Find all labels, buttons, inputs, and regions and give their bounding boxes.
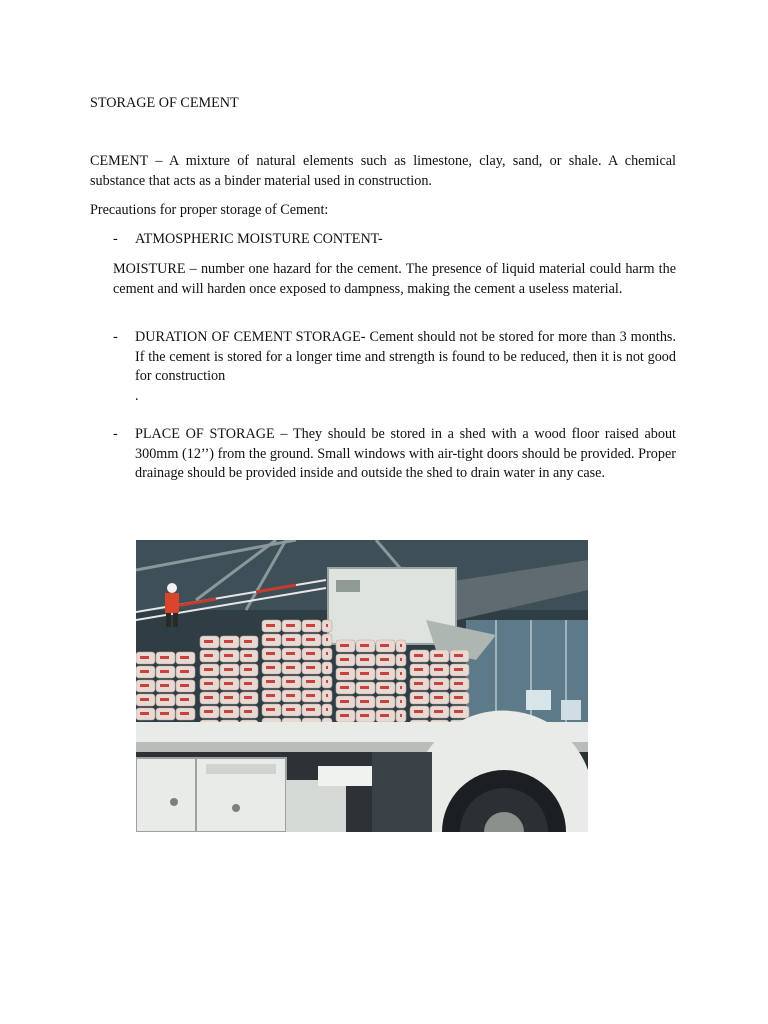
cement-bag-label [204,682,213,685]
cement-bag-label [326,624,328,627]
cement-bag-label [306,666,315,669]
cement-bag-label [180,656,189,659]
cement-bag-label [400,672,402,675]
cement-bag-label [326,638,328,641]
cement-bag-label [454,668,463,671]
cement-bag-label [360,658,369,661]
cement-bag-label [380,644,389,647]
cement-bag-label [414,710,423,713]
bullet-text: DURATION OF CEMENT STORAGE- Cement should not be stored for more than 3 months. If the cement is stored for a longer time and strength is found to be reduced, then it is not good for construction [135,329,676,384]
cement-bag-label [160,656,169,659]
cement-bag-label [224,668,233,671]
precautions-intro: Precautions for proper storage of Cement: [90,202,329,218]
cement-truck-photo [136,540,588,832]
cement-bag-label [286,708,295,711]
cement-bag-label [244,640,252,643]
cement-bag-label [140,684,149,687]
cement-bag-label [140,712,149,715]
cement-bag-label [380,672,389,675]
cement-bag-label [380,714,389,717]
cement-bag-label [306,638,315,641]
cement-bag-label [204,696,213,699]
cement-bag-label [224,710,233,713]
cement-bag-label [454,710,463,713]
cement-bag-label [326,708,328,711]
cement-bag-label [400,714,402,717]
cement-bag-label [160,670,169,673]
cement-bag-label [326,652,328,655]
cement-bag-label [180,684,189,687]
cement-bag-label [180,698,189,701]
bullet-item-duration [113,328,676,408]
cement-bag-label [414,654,423,657]
cement-bag-label [266,624,275,627]
stray-period: . [135,387,139,404]
cement-bag-label [326,666,328,669]
cement-definition: CEMENT – A mixture of natural elements such as limestone, clay, sand, or shale. A chemical substance that acts as a binder material used in construction. [90,153,676,189]
moisture-paragraph: MOISTURE – number one hazard for the cement. The presence of liquid material could harm the cement and will harden once exposed to dampness, making the cement a useless material. [113,261,676,297]
cement-bag-label [380,686,389,689]
cement-bag-label [326,680,328,683]
cement-bag-label [434,654,443,657]
cement-bag-label [180,670,189,673]
cement-bag-label [380,658,389,661]
cement-bag-label [244,682,252,685]
bullet-marker: - [113,329,118,345]
cement-bag-label [286,666,295,669]
cement-bag-label [306,708,315,711]
cement-bag-label [266,652,275,655]
cement-bag-label [434,668,443,671]
cement-bag-label [224,654,233,657]
cement-bag-label [454,696,463,699]
cement-bag-label [244,696,252,699]
cement-bag-label [204,654,213,657]
cement-bag-label [454,654,463,657]
cement-bag-label [400,658,402,661]
cement-bag-label [244,710,252,713]
bullet-item-atmospheric-moisture [113,230,676,250]
cement-bag-label [244,668,252,671]
cement-bag-label [434,696,443,699]
cement-bag-label [434,682,443,685]
bullet-text: ATMOSPHERIC MOISTURE CONTENT- [135,231,383,247]
cement-bag-label [140,698,149,701]
cement-bag-label [360,686,369,689]
cement-bag-label [400,700,402,703]
worker-figure [165,593,179,613]
cement-bag-label [224,640,233,643]
cement-bag-label [326,694,328,697]
bullet-text: PLACE OF STORAGE – They should be stored in a shed with a wood floor raised about 300mm (12’’) from the ground. Small windows with air-tight doors should be provided. Proper drainage should be provided inside and outside the shed to drain water in any case. [135,426,676,481]
cement-bag-label [140,656,149,659]
cement-bag-label [340,714,349,717]
cement-bag-label [360,700,369,703]
cement-bag-label [180,712,189,715]
cement-bag-label [160,684,169,687]
cement-bag-label [160,712,169,715]
bullet-item-place-of-storage [113,425,676,505]
cement-bag-label [204,640,213,643]
bullet-marker: - [113,231,118,247]
cement-bag-label [340,672,349,675]
cement-bag-label [286,652,295,655]
cement-bag-label [340,658,349,661]
cement-bag-label [306,652,315,655]
cement-bag-label [266,694,275,697]
cement-bag-label [400,686,402,689]
cement-bag-label [266,708,275,711]
cement-bag-label [360,714,369,717]
bullet-marker: - [113,426,118,442]
cement-bag-label [400,644,402,647]
cement-bag-label [224,682,233,685]
cement-bag-label [160,698,169,701]
cement-bag-label [360,672,369,675]
cement-bag-label [204,710,213,713]
cement-bag-label [380,700,389,703]
cement-bag-label [360,644,369,647]
cement-bag-label [286,638,295,641]
cement-bag-label [286,624,295,627]
cement-bag-label [340,644,349,647]
cement-bag-label [340,686,349,689]
cement-bag-label [244,654,252,657]
cement-bag-label [204,668,213,671]
cement-bag-label [414,668,423,671]
cement-bag-label [224,696,233,699]
cement-bag-label [266,680,275,683]
cement-bag-label [414,696,423,699]
cement-bag-label [306,680,315,683]
page-title: STORAGE OF CEMENT [90,95,239,111]
cement-bag-label [306,694,315,697]
cement-bag-label [434,710,443,713]
cement-bag-label [286,680,295,683]
cement-bag-label [454,682,463,685]
cement-bag-label [266,666,275,669]
cement-bag-label [306,624,315,627]
cement-bag-label [414,682,423,685]
cement-bag-label [286,694,295,697]
cement-bag-label [340,700,349,703]
cement-bag-label [266,638,275,641]
cement-bag-label [140,670,149,673]
